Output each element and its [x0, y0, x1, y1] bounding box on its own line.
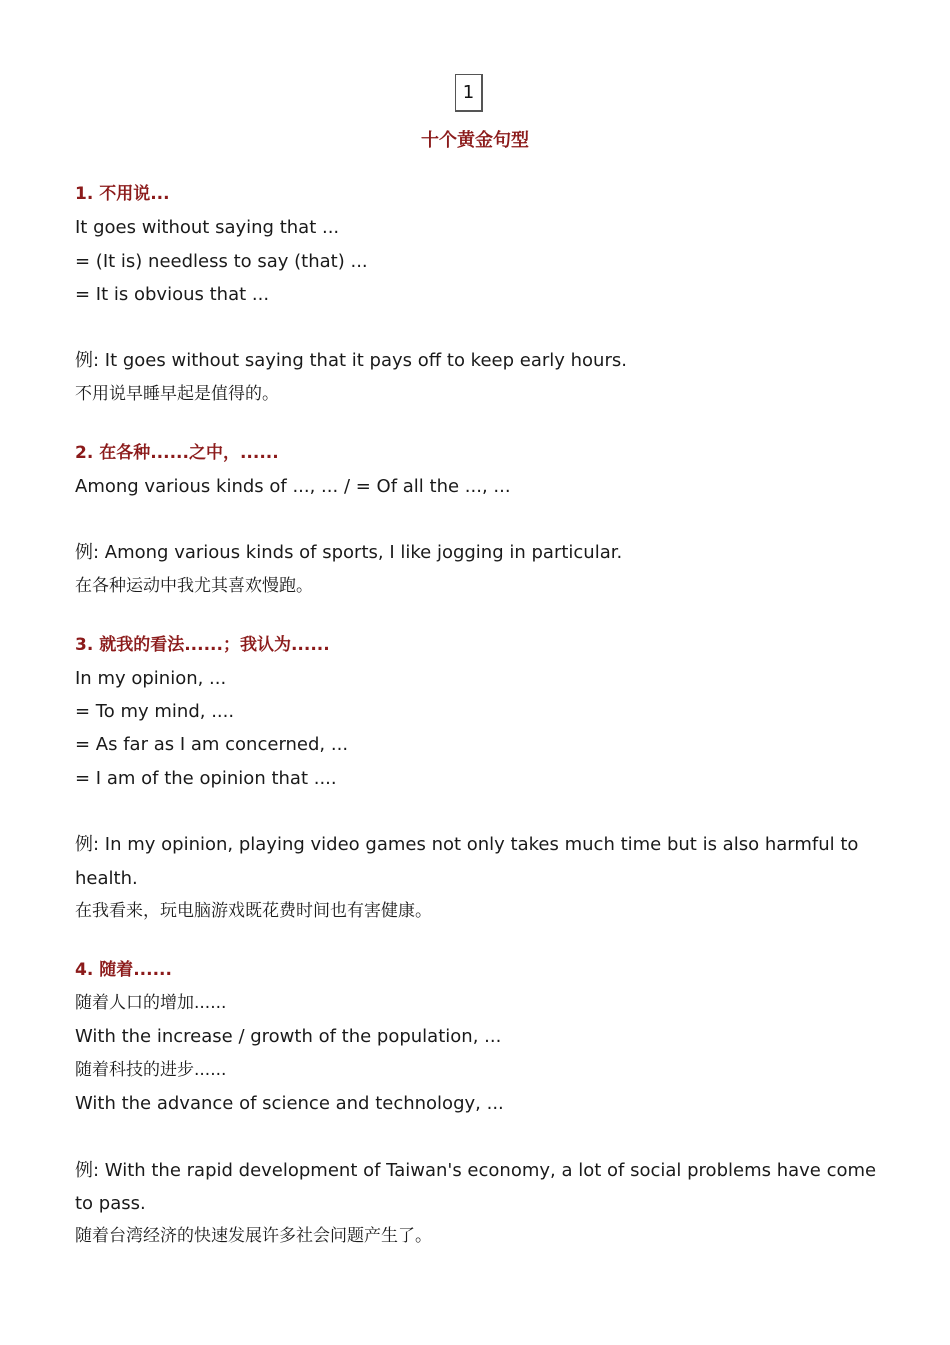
document-body — [75, 178, 885, 1253]
pattern-line: In my opinion, ... — [75, 667, 227, 689]
example-english: 例: With the rapid development of Taiwan's economy, a lot of social problems have come to pass. — [75, 1159, 877, 1214]
example-chinese: 随着台湾经济的快速发展许多社会问题产生了。 — [75, 1226, 432, 1247]
section-2 — [75, 437, 885, 603]
section-heading: 3. 就我的看法......；我认为...... — [75, 634, 330, 655]
example-english: 例: In my opinion, playing video games not only takes much time but is also harmful to health. — [75, 834, 859, 889]
example-english: 例: It goes without saying that it pays off to keep early hours. — [75, 350, 627, 372]
pattern-line: = To my mind, .... — [75, 701, 235, 723]
pattern-line: With the increase / growth of the population, ... — [75, 1026, 502, 1048]
pattern-line: It goes without saying that ... — [75, 217, 340, 239]
example-english: 例: Among various kinds of sports, I like jogging in particular. — [75, 542, 623, 564]
pattern-line: = As far as I am concerned, ... — [75, 734, 349, 756]
pattern-line: With the advance of science and technology, ... — [75, 1092, 504, 1114]
page-number: 1 — [455, 74, 483, 112]
pattern-line: Among various kinds of ..., ... / = Of all the ..., ... — [75, 475, 511, 497]
section-heading: 4. 随着...... — [75, 959, 172, 980]
section-3 — [75, 629, 885, 929]
example-chinese: 在各种运动中我尤其喜欢慢跑。 — [75, 575, 313, 596]
pattern-line: = (It is) needless to say (that) ... — [75, 250, 368, 272]
pattern-line: 随着人口的增加...... — [75, 993, 227, 1014]
pattern-line: = I am of the opinion that .... — [75, 767, 337, 789]
pattern-line: 随着科技的进步...... — [75, 1059, 227, 1080]
section-4 — [75, 954, 885, 1254]
pattern-line: = It is obvious that ... — [75, 283, 270, 305]
example-chinese: 不用说早睡早起是值得的。 — [75, 383, 279, 404]
section-1 — [75, 178, 885, 411]
section-heading: 2. 在各种......之中，...... — [75, 442, 279, 463]
section-heading: 1. 不用说... — [75, 184, 170, 204]
example-chinese: 在我看来，玩电脑游戏既花费时间也有害健康。 — [75, 900, 432, 921]
document-title: 十个黄金句型 — [421, 130, 529, 151]
